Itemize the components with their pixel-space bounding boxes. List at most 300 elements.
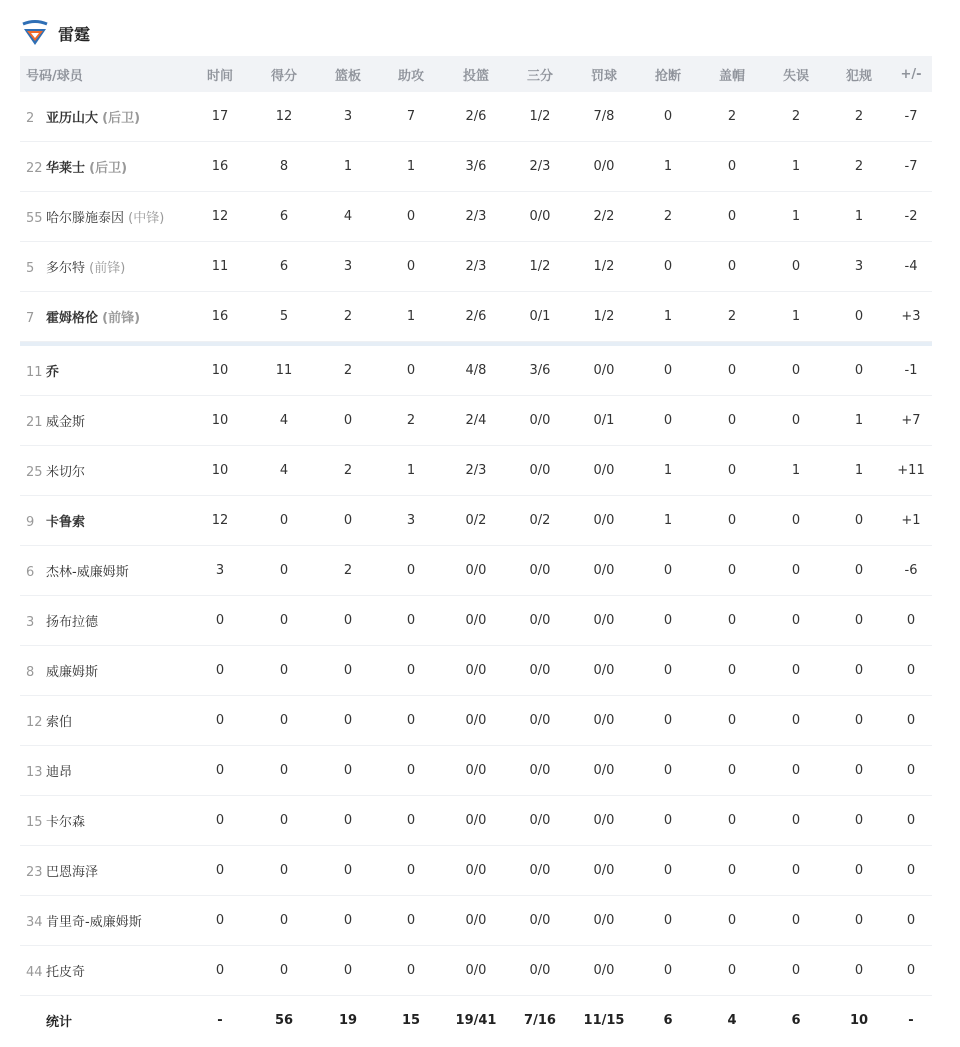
stat-cell: 10	[190, 446, 250, 496]
stat-cell: 0/0	[444, 696, 508, 746]
player-row	[20, 946, 932, 996]
stat-cell: 0	[700, 796, 764, 846]
stat-cell: 1/2	[572, 242, 636, 292]
player-name-link[interactable]: 乔	[46, 365, 60, 380]
stat-cell: 0	[890, 796, 932, 846]
stat-cell: 0	[828, 292, 890, 342]
stat-cell: 0	[636, 396, 700, 446]
stat-cell: 0	[890, 946, 932, 996]
player-number: 11	[26, 365, 43, 380]
player-number: 12	[26, 715, 43, 730]
player-row	[20, 192, 932, 242]
stat-cell: 1	[636, 446, 700, 496]
stat-cell: 0/0	[444, 646, 508, 696]
stat-cell: 1	[764, 142, 828, 192]
stat-cell: 8	[250, 142, 318, 192]
player-cell	[20, 396, 190, 446]
stat-cell: 0	[190, 646, 250, 696]
stat-cell: 7/8	[572, 92, 636, 142]
stat-cell: 0	[890, 896, 932, 946]
stat-cell: 3/6	[444, 142, 508, 192]
stat-cell: 0	[636, 242, 700, 292]
stat-cell: 0/0	[572, 546, 636, 596]
stat-cell: 0	[318, 946, 378, 996]
total-stat-cell: 56	[274, 1012, 294, 1028]
stat-cell: 2/6	[444, 92, 508, 142]
stat-cell: 0	[700, 896, 764, 946]
stat-cell: 0	[318, 796, 378, 846]
stat-cell: 0	[828, 946, 890, 996]
stat-cell: 0	[636, 946, 700, 996]
stat-cell: 0	[700, 346, 764, 396]
stat-cell: 2	[700, 292, 764, 342]
stat-cell: 0/0	[508, 596, 572, 646]
stat-cell: 0	[700, 546, 764, 596]
stat-cell: 0	[190, 696, 250, 746]
stat-cell: 0	[828, 596, 890, 646]
stat-cell: 0	[190, 796, 250, 846]
stat-cell: 2	[764, 92, 828, 142]
player-row	[20, 546, 932, 596]
player-row	[20, 646, 932, 696]
stat-cell: 0/0	[444, 896, 508, 946]
stat-cell: 0	[636, 896, 700, 946]
stat-cell: 0	[636, 696, 700, 746]
header-row	[20, 56, 932, 92]
player-number: 21	[26, 415, 43, 430]
player-cell	[20, 796, 190, 846]
stat-cell: 0/1	[508, 292, 572, 342]
player-name-link[interactable]: 索伯	[46, 715, 73, 730]
player-cell	[20, 696, 190, 746]
stat-cell: 0	[190, 596, 250, 646]
player-number: 22	[26, 161, 43, 176]
stat-cell: 0/0	[572, 796, 636, 846]
stat-cell: 0	[828, 846, 890, 896]
player-name-link[interactable]: 米切尔	[46, 465, 86, 480]
total-stat-cell: 4	[727, 1012, 737, 1028]
player-name-link[interactable]: 哈尔滕施泰因	[46, 211, 125, 226]
stat-cell: 0	[828, 746, 890, 796]
stat-cell: 0/0	[444, 846, 508, 896]
player-number: 9	[26, 515, 35, 530]
stat-cell: 0/0	[508, 192, 572, 242]
player-position: (中锋)	[128, 211, 165, 226]
player-row	[20, 896, 932, 946]
team-header	[20, 18, 90, 48]
stat-cell: 11	[190, 242, 250, 292]
team-name: 雷霆	[58, 24, 91, 44]
stat-cell: 0	[764, 646, 828, 696]
stat-cell: 0	[318, 496, 378, 546]
stat-cell: 0	[250, 896, 318, 946]
player-row	[20, 346, 932, 396]
stat-cell: -7	[890, 92, 932, 142]
stat-cell: 1/2	[508, 242, 572, 292]
stat-cell: 3/6	[508, 346, 572, 396]
player-position: (后卫)	[102, 111, 141, 126]
stat-cell: 0	[764, 596, 828, 646]
player-cell	[20, 746, 190, 796]
total-stat-cell: -	[908, 1012, 914, 1028]
stat-cell: 2	[378, 396, 444, 446]
player-number: 55	[26, 211, 43, 226]
stat-cell: 0	[250, 796, 318, 846]
stat-cell: 0	[636, 746, 700, 796]
stat-cell: 0	[828, 346, 890, 396]
stat-cell: 0	[250, 496, 318, 546]
stat-cell: 1/2	[508, 92, 572, 142]
player-row	[20, 596, 932, 646]
stat-cell: 1	[636, 292, 700, 342]
stat-cell: 2/3	[444, 192, 508, 242]
stat-cell: 0	[318, 596, 378, 646]
stat-cell: 0	[764, 396, 828, 446]
stat-cell: 0	[764, 946, 828, 996]
stat-cell: 0	[890, 696, 932, 746]
stat-cell: 0	[318, 746, 378, 796]
player-number: 15	[26, 815, 43, 830]
totals-row	[20, 996, 932, 1045]
stat-cell: 2	[318, 292, 378, 342]
stat-cell: 0	[890, 746, 932, 796]
stat-cell: 0	[318, 396, 378, 446]
column-header: 失误	[764, 56, 828, 92]
stat-cell: 0	[378, 896, 444, 946]
stat-cell: 1	[764, 192, 828, 242]
player-name-link[interactable]: 亚历山大	[46, 111, 99, 126]
stat-cell: 0	[318, 646, 378, 696]
stat-cell: 0	[378, 346, 444, 396]
stat-cell: 0/0	[508, 796, 572, 846]
stat-cell: 0/2	[444, 496, 508, 546]
total-stat-cell: 19	[338, 1012, 358, 1028]
stat-cell: 0/0	[572, 596, 636, 646]
stat-cell: 0	[250, 846, 318, 896]
player-row	[20, 496, 932, 546]
stat-cell: 0	[700, 446, 764, 496]
stat-cell: -2	[890, 192, 932, 242]
column-header: 盖帽	[700, 56, 764, 92]
player-cell	[20, 596, 190, 646]
stat-cell: 0/0	[508, 446, 572, 496]
player-cell	[20, 292, 190, 342]
player-position: (前锋)	[89, 261, 126, 276]
player-row	[20, 746, 932, 796]
player-row	[20, 242, 932, 292]
player-row	[20, 142, 932, 192]
stat-cell: 0	[190, 846, 250, 896]
stat-cell: 0	[378, 546, 444, 596]
totals-label: 统计	[46, 1014, 73, 1030]
stat-cell: 0/0	[572, 946, 636, 996]
thunder-logo-icon	[20, 19, 50, 47]
player-name-link[interactable]: 肯里奇-威廉姆斯	[46, 915, 142, 930]
player-row	[20, 696, 932, 746]
stat-cell: 16	[190, 142, 250, 192]
stat-cell: 2/2	[572, 192, 636, 242]
stat-cell: 3	[378, 496, 444, 546]
table-body	[20, 92, 932, 1044]
player-row	[20, 796, 932, 846]
stat-cell: 17	[190, 92, 250, 142]
stat-cell: 0	[764, 346, 828, 396]
stat-cell: 0/0	[572, 346, 636, 396]
column-header: 时间	[190, 56, 250, 92]
player-cell	[20, 846, 190, 896]
stat-cell: 0	[700, 242, 764, 292]
player-name-link[interactable]: 多尔特	[46, 261, 86, 276]
player-number: 3	[26, 615, 35, 630]
column-header: 抢断	[636, 56, 700, 92]
stat-cell: 0/0	[508, 946, 572, 996]
stat-cell: +1	[890, 496, 932, 546]
stat-cell: -1	[890, 346, 932, 396]
total-stat-cell: 7/16	[524, 1012, 556, 1028]
stat-cell: 0/0	[508, 396, 572, 446]
stat-cell: 0/0	[444, 546, 508, 596]
stat-cell: 1	[378, 142, 444, 192]
total-stat-cell: 10	[849, 1012, 869, 1028]
stat-cell: 2	[828, 92, 890, 142]
stat-cell: 3	[190, 546, 250, 596]
stat-cell: 0	[190, 746, 250, 796]
stat-cell: 2/3	[444, 446, 508, 496]
stat-cell: 2	[636, 192, 700, 242]
stat-cell: 0	[764, 746, 828, 796]
stat-cell: 6	[250, 242, 318, 292]
column-header: 罚球	[572, 56, 636, 92]
stat-cell: 2/4	[444, 396, 508, 446]
stat-cell: 4/8	[444, 346, 508, 396]
stat-cell: 1	[764, 292, 828, 342]
stat-cell: 7	[378, 92, 444, 142]
player-number: 13	[26, 765, 43, 780]
player-position: (后卫)	[89, 161, 128, 176]
stat-cell: 0/0	[508, 696, 572, 746]
player-cell	[20, 192, 190, 242]
total-stat-cell: 15	[401, 1012, 421, 1028]
stat-cell: 1	[828, 396, 890, 446]
stat-cell: 0	[890, 846, 932, 896]
stat-cell: 0	[764, 696, 828, 746]
stat-cell: 2	[700, 92, 764, 142]
player-name-link[interactable]: 迪昂	[46, 765, 73, 780]
stat-cell: 0	[700, 496, 764, 546]
player-name-link[interactable]: 杰林-威廉姆斯	[46, 565, 129, 580]
stat-cell: 0	[250, 696, 318, 746]
stat-cell: 12	[190, 192, 250, 242]
player-name-link[interactable]: 威廉姆斯	[46, 665, 99, 680]
stat-cell: 0/0	[508, 846, 572, 896]
stat-cell: 0/0	[508, 546, 572, 596]
stat-cell: 0	[890, 646, 932, 696]
player-name-link[interactable]: 扬布拉德	[46, 615, 99, 630]
player-name-link[interactable]: 卡尔森	[46, 815, 86, 830]
stat-cell: 0	[700, 846, 764, 896]
stat-cell: 0	[378, 796, 444, 846]
stat-cell: 0/0	[444, 746, 508, 796]
player-name-link[interactable]: 霍姆格伦	[46, 311, 99, 326]
player-position: (前锋)	[102, 311, 141, 326]
stat-cell: 0/0	[444, 796, 508, 846]
stat-cell: 0	[828, 646, 890, 696]
stat-cell: 0	[636, 346, 700, 396]
stat-cell: 12	[250, 92, 318, 142]
stat-cell: 0	[764, 896, 828, 946]
stat-cell: 0	[764, 796, 828, 846]
player-number: 2	[26, 111, 35, 126]
stat-cell: 0	[828, 896, 890, 946]
stat-cell: 0	[764, 546, 828, 596]
player-number: 6	[26, 565, 35, 580]
stat-cell: 10	[190, 346, 250, 396]
stat-cell: 1	[828, 192, 890, 242]
stat-cell: 0	[700, 746, 764, 796]
stat-cell: 1	[378, 292, 444, 342]
stat-cell: 12	[190, 496, 250, 546]
player-number: 25	[26, 465, 43, 480]
stat-cell: 4	[250, 446, 318, 496]
player-row	[20, 92, 932, 142]
stat-cell: 0	[700, 192, 764, 242]
stat-cell: 0/0	[572, 846, 636, 896]
stat-cell: 0/0	[444, 946, 508, 996]
column-header: +/-	[890, 56, 932, 92]
total-stat-cell: 6	[791, 1012, 801, 1028]
stat-cell: 0	[378, 746, 444, 796]
player-cell	[20, 142, 190, 192]
total-stat-cell: 19/41	[455, 1012, 497, 1028]
stat-cell: 0	[378, 646, 444, 696]
stat-cell: 1	[636, 496, 700, 546]
player-cell	[20, 946, 190, 996]
stat-cell: 0	[890, 596, 932, 646]
stat-cell: 0	[190, 946, 250, 996]
stat-cell: 2/6	[444, 292, 508, 342]
player-name-link[interactable]: 华莱士	[46, 161, 86, 176]
column-header: 犯规	[828, 56, 890, 92]
player-cell	[20, 92, 190, 142]
stat-cell: 0	[636, 646, 700, 696]
stat-cell: 2/3	[444, 242, 508, 292]
stat-cell: 10	[190, 396, 250, 446]
boxscore-table	[20, 56, 932, 1044]
stat-cell: 0	[700, 396, 764, 446]
player-number: 5	[26, 261, 35, 276]
stat-cell: 0/0	[508, 646, 572, 696]
player-number: 34	[26, 915, 43, 930]
player-row	[20, 446, 932, 496]
stat-cell: 2	[318, 546, 378, 596]
stat-cell: 0	[318, 696, 378, 746]
stat-cell: +3	[890, 292, 932, 342]
stat-cell: 0	[250, 646, 318, 696]
stat-cell: 0	[764, 242, 828, 292]
column-header: 篮板	[318, 56, 378, 92]
column-header: 得分	[250, 56, 318, 92]
stat-cell: 0	[700, 142, 764, 192]
column-header-player: 号码/球员	[20, 56, 190, 92]
stat-cell: 0	[636, 596, 700, 646]
stat-cell: 5	[250, 292, 318, 342]
stat-cell: 2	[318, 346, 378, 396]
stat-cell: 1	[378, 446, 444, 496]
stat-cell: 3	[318, 242, 378, 292]
player-row	[20, 396, 932, 446]
stat-cell: 0	[378, 242, 444, 292]
stat-cell: 0/0	[572, 446, 636, 496]
player-cell	[20, 346, 190, 396]
stat-cell: 2/3	[508, 142, 572, 192]
stat-cell: 0/0	[444, 596, 508, 646]
stat-cell: 0	[250, 946, 318, 996]
stat-cell: 0	[636, 546, 700, 596]
stat-cell: 0/0	[572, 746, 636, 796]
player-number: 8	[26, 665, 35, 680]
player-cell	[20, 242, 190, 292]
player-name-link[interactable]: 托皮奇	[46, 965, 86, 980]
stat-cell: 0/0	[572, 696, 636, 746]
stat-cell: +7	[890, 396, 932, 446]
stat-cell: 0/0	[572, 496, 636, 546]
player-number: 44	[26, 965, 43, 980]
stat-cell: 0	[764, 846, 828, 896]
stat-cell: 1	[764, 446, 828, 496]
column-header: 投篮	[444, 56, 508, 92]
total-stat-cell: 6	[663, 1012, 673, 1028]
stat-cell: 3	[318, 92, 378, 142]
total-stat-cell: 11/15	[583, 1012, 625, 1028]
stat-cell: 0	[700, 646, 764, 696]
total-stat-cell: -	[217, 1012, 223, 1028]
stat-cell: 0/2	[508, 496, 572, 546]
stat-cell: 0	[250, 596, 318, 646]
stat-cell: 0	[700, 696, 764, 746]
player-name-link[interactable]: 威金斯	[46, 415, 86, 430]
stat-cell: 0	[828, 546, 890, 596]
player-cell	[20, 546, 190, 596]
stat-cell: 0	[190, 896, 250, 946]
player-cell	[20, 896, 190, 946]
stat-cell: 1	[636, 142, 700, 192]
stat-cell: 1/2	[572, 292, 636, 342]
stat-cell: 11	[250, 346, 318, 396]
stat-cell: 0	[636, 92, 700, 142]
stat-cell: 4	[250, 396, 318, 446]
player-name-link[interactable]: 卡鲁索	[46, 515, 86, 530]
stat-cell: 0	[378, 846, 444, 896]
stat-cell: 0/0	[572, 896, 636, 946]
stat-cell: 0	[764, 496, 828, 546]
stat-cell: 0	[828, 696, 890, 746]
player-cell	[20, 496, 190, 546]
stat-cell: 0/1	[572, 396, 636, 446]
stat-cell: 0	[318, 846, 378, 896]
column-header: 三分	[508, 56, 572, 92]
stat-cell: 4	[318, 192, 378, 242]
stat-cell: +11	[890, 446, 932, 496]
stat-cell: 1	[828, 446, 890, 496]
stat-cell: 0/0	[572, 142, 636, 192]
stat-cell: 0/0	[508, 896, 572, 946]
player-name-link[interactable]: 巴恩海泽	[46, 865, 99, 880]
stat-cell: 0	[250, 746, 318, 796]
stat-cell: 0	[636, 846, 700, 896]
player-row	[20, 846, 932, 896]
stat-cell: 0	[636, 796, 700, 846]
column-header: 助攻	[378, 56, 444, 92]
